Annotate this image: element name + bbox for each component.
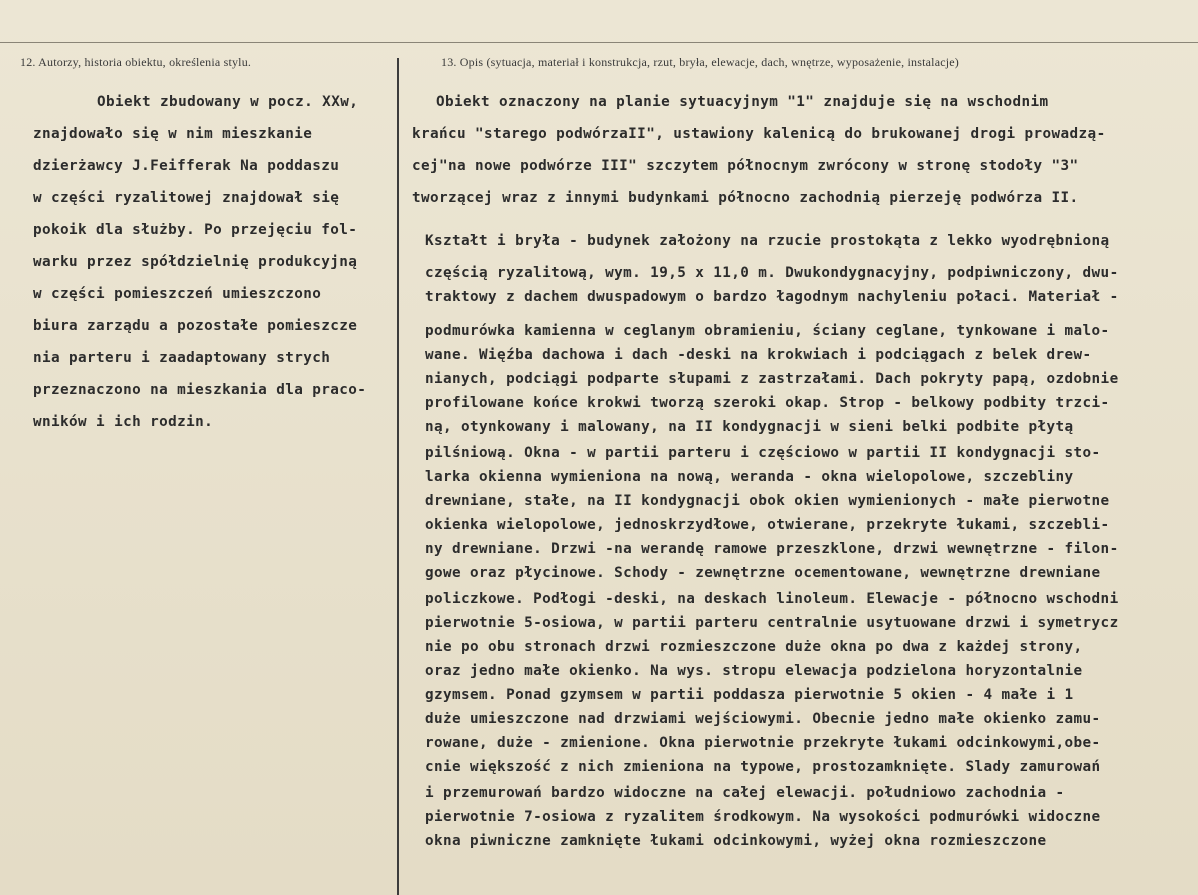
history-line: Obiekt zbudowany w pocz. XXw, — [97, 94, 359, 110]
description-line: drewniane, stałe, na II kondygnacji obok okien wymienionych - małe pierwotne — [425, 493, 1110, 509]
history-line: biura zarządu a pozostałe pomieszcze — [33, 318, 358, 334]
history-line: znajdowało się w nim mieszkanie — [33, 126, 313, 142]
description-line: Kształt i bryła - budynek założony na rzucie prostokąta z lekko wyodrębnioną — [425, 233, 1110, 249]
description-line: pierwotnie 5-osiowa, w partii parteru centralnie usytuowane drzwi i symetrycz — [425, 615, 1119, 631]
history-line: w części pomieszczeń umieszczono — [33, 286, 322, 302]
description-line: gowe oraz płycinowe. Schody - zewnętrzne ocementowane, wewnętrzne drewniane — [425, 565, 1101, 581]
description-line: wane. Więźba dachowa i dach -deski na krokwiach i podciągach z belek drew- — [425, 347, 1092, 363]
description-line: oraz jedno małe okienko. Na wys. stropu elewacja podzielona horyzontalnie — [425, 663, 1083, 679]
description-line: krańcu "starego podwórzaII", ustawiony kalenicą do brukowanej drogi prowadzą- — [412, 126, 1106, 142]
description-line: częścią ryzalitową, wym. 19,5 x 11,0 m. Dwukondygnacyjny, podpiwniczony, dwu- — [425, 265, 1119, 281]
history-line: wników i ich rodzin. — [33, 414, 214, 430]
description-line: nianych, podciągi podparte słupami z zastrzałami. Dach pokryty papą, ozdobnie — [425, 371, 1119, 387]
history-line: pokoik dla służby. Po przejęciu fol- — [33, 222, 358, 238]
description-line: cnie większość z nich zmieniona na typowe, prostozamknięte. Slady zamurowań — [425, 759, 1101, 775]
description-line: duże umieszczone nad drzwiami wejściowymi. Obecnie jedno małe okienko zamu- — [425, 711, 1101, 727]
description-line: nie po obu stronach drzwi rozmieszczone duże okna po dwa z każdej strony, — [425, 639, 1083, 655]
section-12-header: 12. Autorzy, historia obiektu, określenia stylu. — [20, 55, 252, 69]
section-13-header: 13. Opis (sytuacja, materiał i konstrukcja, rzut, bryła, elewacje, dach, wnętrze, wyposażenie, instalacje) — [441, 55, 959, 69]
description-line: cej"na nowe podwórze III" szczytem północnym zwrócony w stronę stodoły "3" — [412, 158, 1079, 174]
description-line: Obiekt oznaczony na planie sytuacyjnym "1" znajduje się na wschodnim — [436, 94, 1049, 110]
description-line: pilśniową. Okna - w partii parteru i częściowo w partii II kondygnacji sto- — [425, 445, 1101, 461]
description-line: policzkowe. Podłogi -deski, na deskach linoleum. Elewacje - północno wschodni — [425, 591, 1119, 607]
description-line: tworzącej wraz z innymi budynkami północno zachodnią pierzeję podwórza II. — [412, 190, 1079, 206]
description-line: ny drewniane. Drzwi -na werandę ramowe przeszklone, drzwi wewnętrzne - filon- — [425, 541, 1119, 557]
description-line: podmurówka kamienna w ceglanym obramieniu, ściany ceglane, tynkowane i malo- — [425, 323, 1110, 339]
description-line: okienka wielopolowe, jednoskrzydłowe, otwierane, przekryte łukami, szczebli- — [425, 517, 1110, 533]
description-line: gzymsem. Ponad gzymsem w partii poddasza pierwotnie 5 okien - 4 małe i 1 — [425, 687, 1074, 703]
description-line: larka okienna wymieniona na nową, weranda - okna wielopolowe, szczebliny — [425, 469, 1074, 485]
description-line: pierwotnie 7-osiowa z ryzalitem środkowym. Na wysokości podmurówki widoczne — [425, 809, 1101, 825]
history-line: dzierżawcy J.Feifferak Na poddaszu — [33, 158, 340, 174]
description-line: ną, otynkowany i malowany, na II kondygnacji w sieni belki podbite płytą — [425, 419, 1074, 435]
history-line: przeznaczono na mieszkania dla praco- — [33, 382, 367, 398]
history-line: w części ryzalitowej znajdował się — [33, 190, 340, 206]
history-line: warku przez spółdzielnię produkcyjną — [33, 254, 358, 270]
description-line: rowane, duże - zmienione. Okna pierwotnie przekryte łukami odcinkowymi,obe- — [425, 735, 1101, 751]
description-line: traktowy z dachem dwuspadowym o bardzo łagodnym nachyleniu połaci. Materiał - — [425, 289, 1119, 305]
history-line: nia parteru i zaadaptowany strych — [33, 350, 331, 366]
description-line: i przemurowań bardzo widoczne na całej elewacji. południowo zachodnia - — [425, 785, 1065, 801]
description-line: profilowane końce krokwi tworzą szeroki okap. Strop - belkowy podbity trzci- — [425, 395, 1110, 411]
description-line: okna piwniczne zamknięte łukami odcinkowymi, wyżej okna rozmieszczone — [425, 833, 1047, 849]
